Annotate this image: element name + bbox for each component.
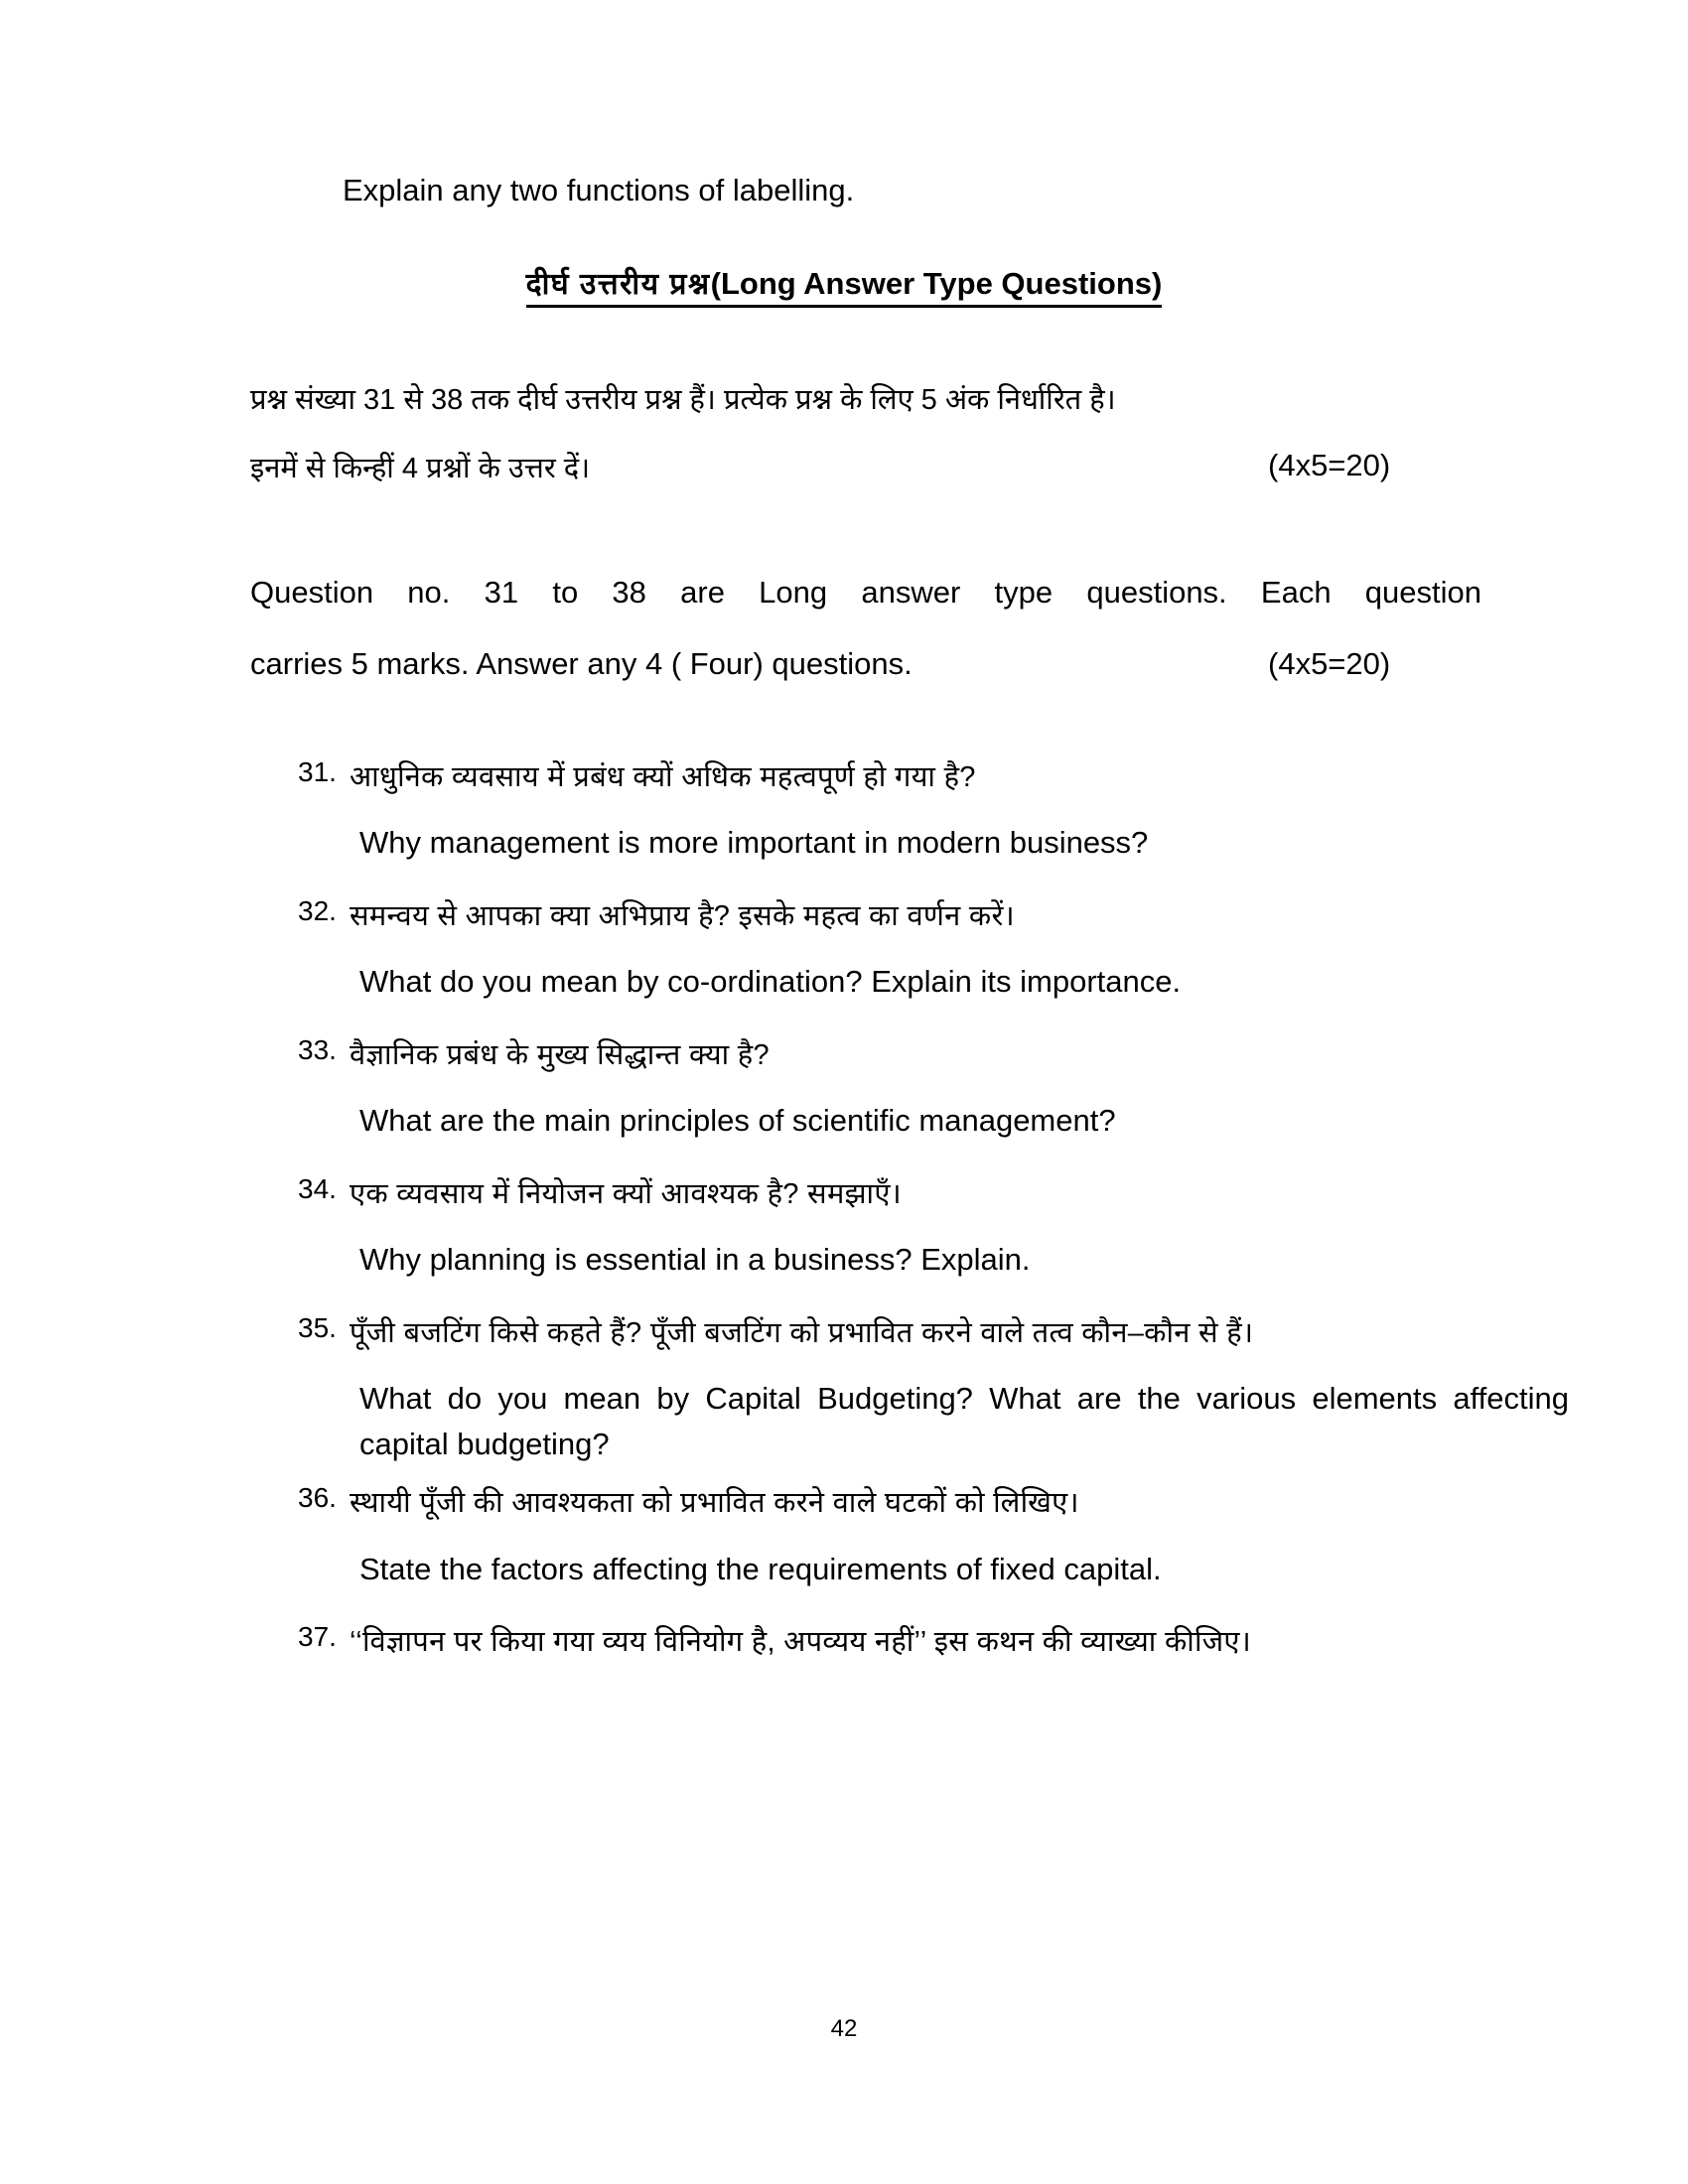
question-text-english: State the factors affecting the requirements of fixed capital. (359, 1551, 1162, 1586)
question-text-hindi: एक व्यवसाय में नियोजन क्यों आवश्यक है? समझाएँ। (350, 1177, 902, 1210)
spacer (298, 1591, 1479, 1621)
instructions-hindi-line1: प्रश्न संख्या 31 से 38 तक दीर्घ उत्तरीय प्रश्न हैं। प्रत्येक प्रश्न के लिए 5 अंक निर्धारित है। (250, 384, 1116, 416)
question-text-english: Why planning is essential in a business? Explain. (359, 1241, 1031, 1277)
question-item-33 (298, 1034, 1479, 1144)
question-number: 36. (298, 1482, 337, 1514)
question-body (350, 1482, 1479, 1591)
question-body (350, 756, 1479, 866)
page-footer (0, 2015, 1688, 2043)
question-number: 33. (298, 1033, 337, 1065)
spacer (298, 1144, 1479, 1173)
instructions-english-marks: (4x5=20) (1268, 645, 1391, 681)
instructions-hindi-marks: (4x5=20) (1268, 448, 1391, 482)
spacer (298, 866, 1479, 895)
question-number: 31. (298, 756, 337, 787)
question-text-hindi: पूँजी बजटिंग किसे कहते हैं? पूँजी बजटिंग को प्रभावित करने वाले तत्व कौन–कौन से हैं। (350, 1316, 1254, 1349)
question-number: 32. (298, 894, 337, 926)
question-list (298, 756, 1569, 1663)
question-item-32 (298, 895, 1479, 1005)
question-body (350, 1034, 1479, 1144)
question-number: 37. (298, 1621, 337, 1653)
instructions-hindi-row2 (250, 448, 1481, 486)
question-text-hindi: समन्वय से आपका क्या अभिप्राय है? इसके महत्व का वर्णन करें। (350, 899, 1015, 932)
instructions-english (250, 571, 1481, 687)
question-item-36 (298, 1482, 1479, 1591)
question-text-english: Why management is more important in modern business? (359, 825, 1149, 861)
question-text-hindi: आधुनिक व्यवसाय में प्रबंध क्यों अधिक महत्वपूर्ण हो गया है? (350, 761, 976, 793)
question-body (350, 1621, 1479, 1663)
instructions-english-row2 (250, 642, 1481, 687)
question-item-31 (298, 756, 1479, 866)
question-text-english: What do you mean by co-ordination? Explain its importance. (359, 963, 1182, 999)
question-item-34 (298, 1173, 1479, 1283)
lead-instruction-line: Explain any two functions of labelling. (343, 173, 855, 207)
question-body (350, 1312, 1569, 1467)
question-text-hindi: ‘‘विज्ञापन पर किया गया व्यय विनियोग है, अपव्यय नहीं’’ इस कथन की व्याख्या कीजिए। (350, 1626, 1252, 1659)
question-body (350, 895, 1479, 1005)
section-heading-hindi: दीर्घ उत्तरीय प्रश्न (525, 268, 711, 301)
spacer (298, 1005, 1479, 1034)
question-text-english: What do you mean by Capital Budgeting? What are the various elements affecting capital budgeting? (359, 1380, 1569, 1461)
question-text-hindi: वैज्ञानिक प्रबंध के मुख्य सिद्धान्त क्या है? (350, 1038, 770, 1071)
spacer (298, 1466, 1479, 1482)
section-heading (0, 262, 1688, 308)
page-number: 42 (830, 2015, 858, 2042)
question-number: 34. (298, 1172, 337, 1204)
instructions-hindi (250, 379, 1481, 486)
question-item-35 (298, 1311, 1569, 1467)
instructions-english-line2: carries 5 marks. Answer any 4 ( Four) questions. (250, 645, 913, 681)
section-heading-inner (526, 262, 1163, 308)
instructions-hindi-line2: इनमें से किन्हीं 4 प्रश्नों के उत्तर दें। (250, 453, 591, 484)
spacer (298, 1283, 1479, 1312)
instructions-english-line1: Question no. 31 to 38 are Long answer type questions. Each question (250, 575, 1481, 610)
question-item-37 (298, 1621, 1479, 1663)
section-heading-english: (Long Answer Type Questions) (710, 266, 1163, 301)
question-body (350, 1173, 1479, 1283)
question-text-hindi: स्थायी पूँजी की आवश्यकता को प्रभावित करने वाले घटकों को लिखिए। (350, 1487, 1079, 1520)
question-number: 35. (298, 1311, 337, 1343)
question-text-english: What are the main principles of scientific management? (359, 1102, 1116, 1138)
